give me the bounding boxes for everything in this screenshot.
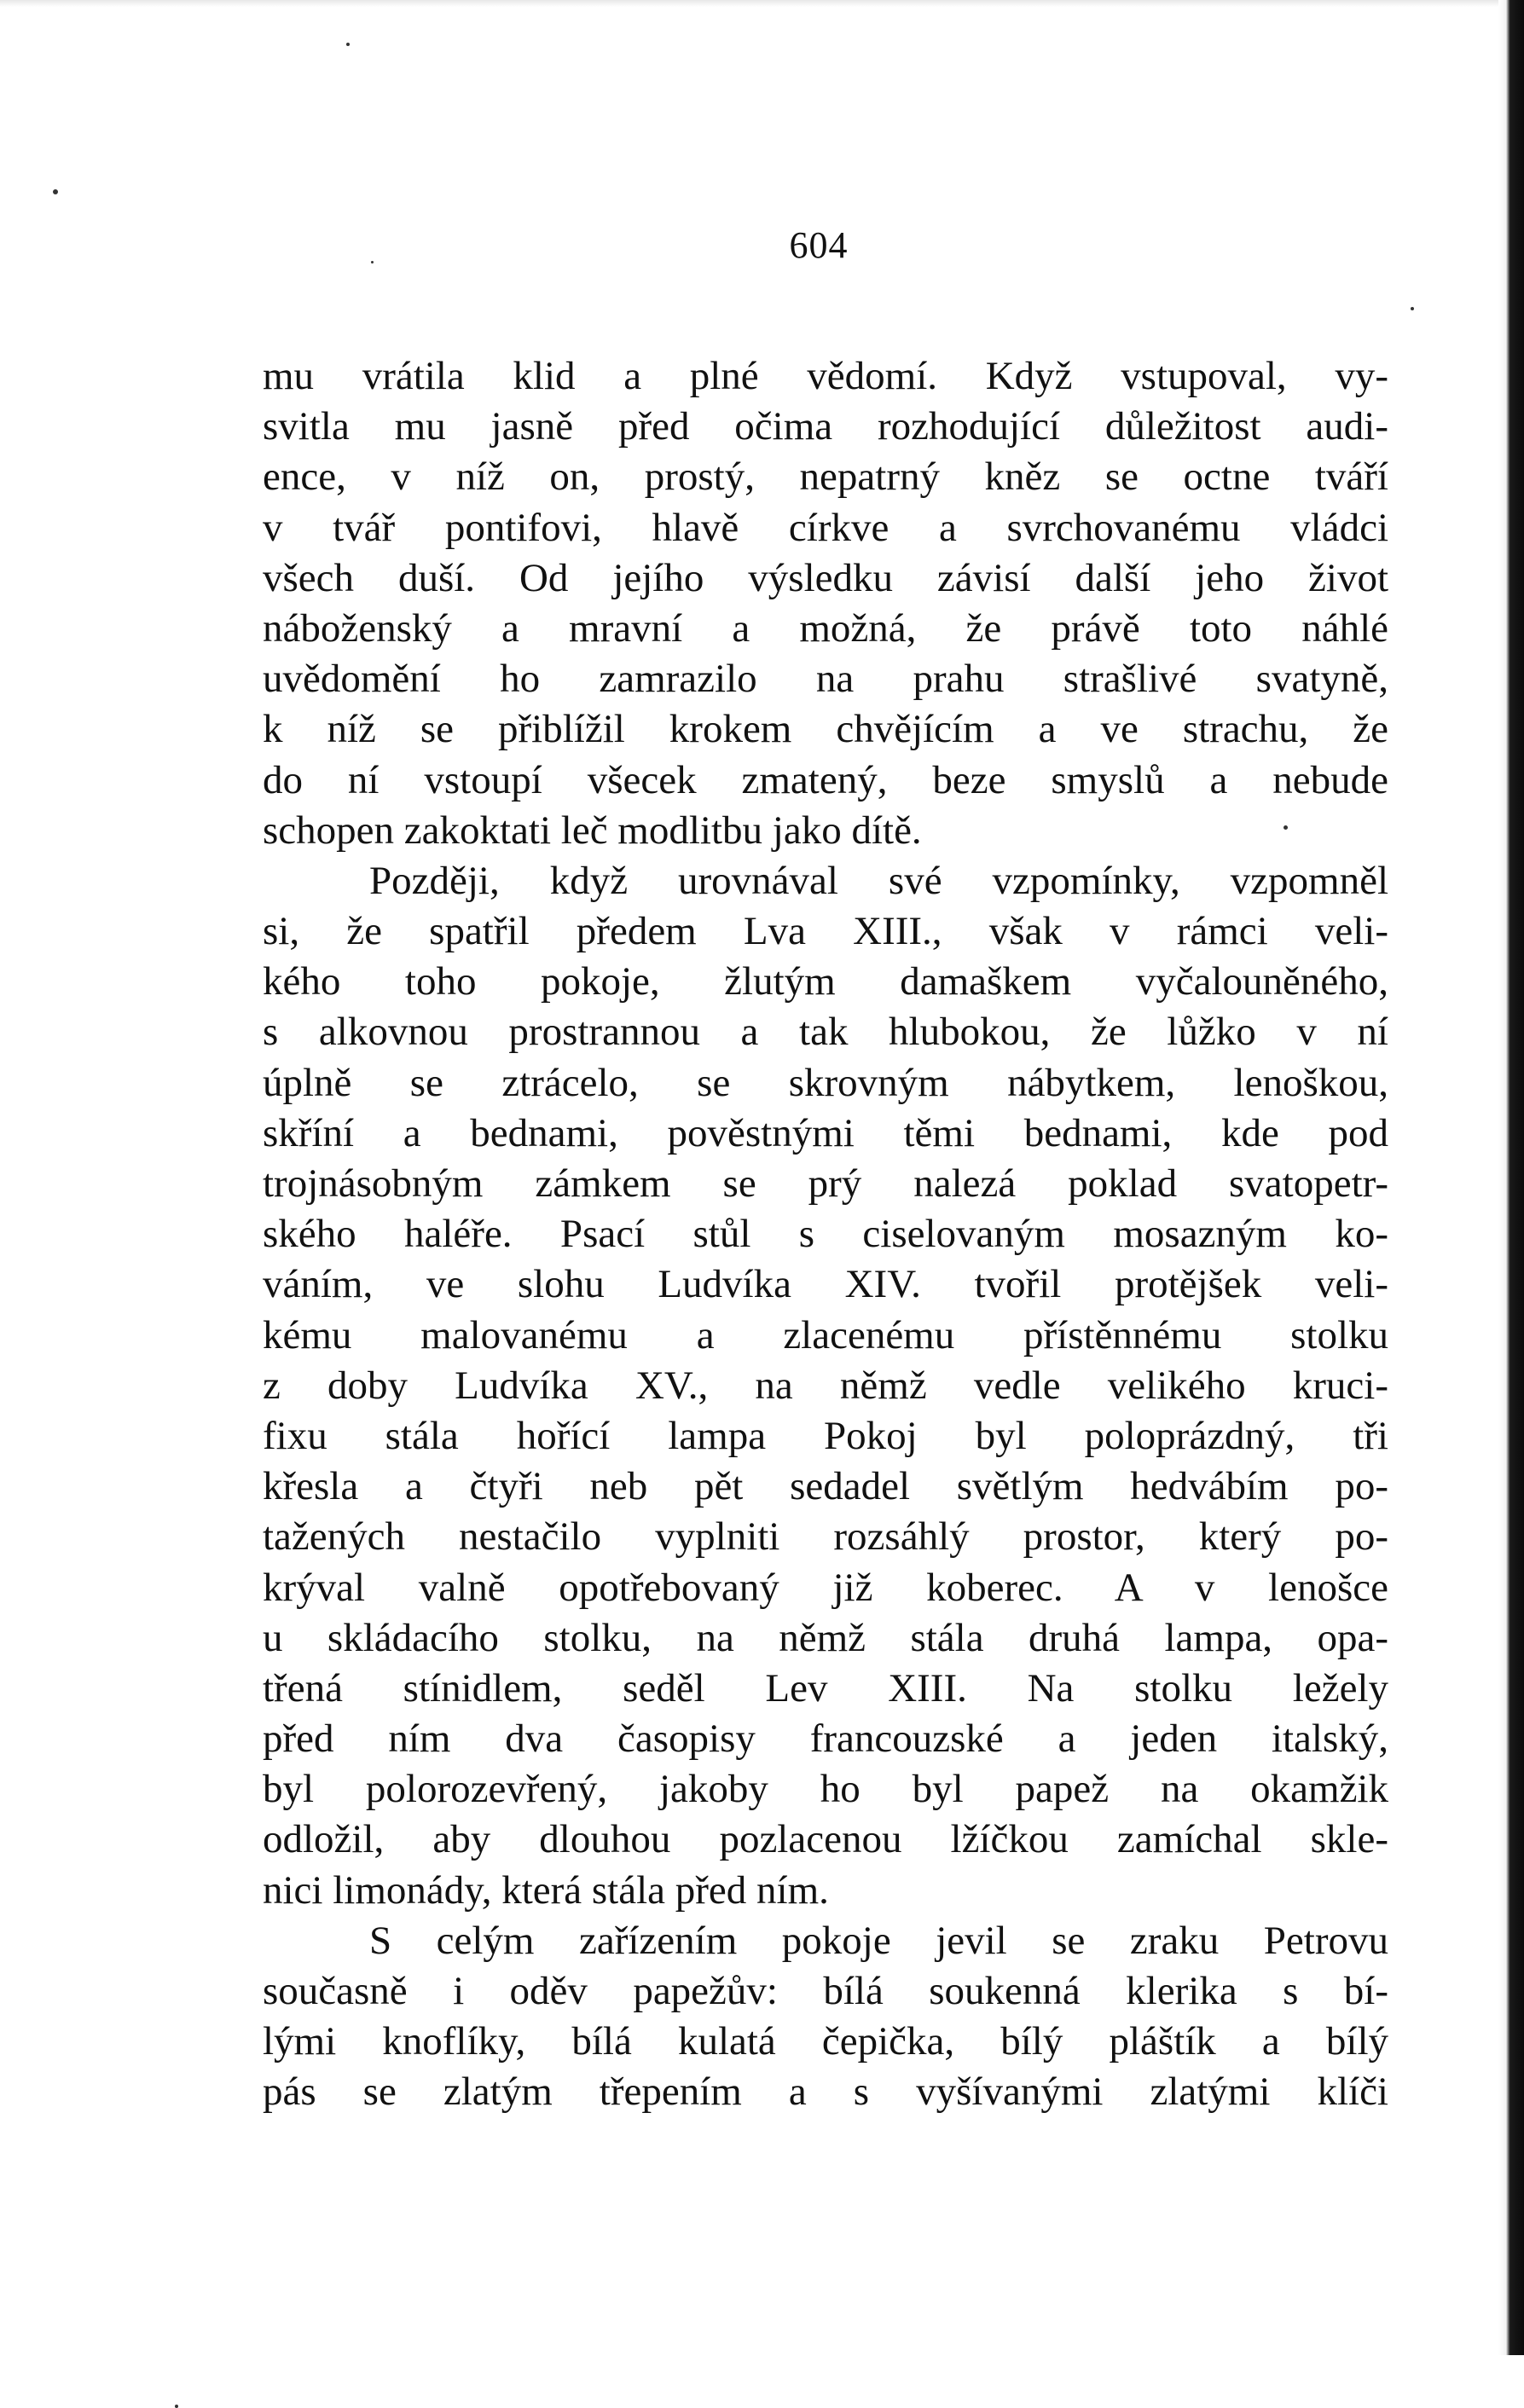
text-line: S celým zařízením pokoje jevil se zraku Petrovu — [369, 1918, 1388, 1963]
text-line: kého toho pokoje, žlutým damaškem vyčalouněného, — [263, 959, 1388, 1004]
text-line: současně i oděv papežův: bílá soukenná klerika s bí- — [263, 1969, 1388, 2013]
text-line: ence, v níž on, prostý, nepatrný kněz se octne tváří — [263, 454, 1388, 500]
text-line: lými knoflíky, bílá kulatá čepička, bílý pláštík a bílý — [263, 2019, 1388, 2064]
scan-right-edge — [1498, 0, 1524, 2355]
scan-speck — [371, 261, 374, 263]
text-line: všech duší. Od jejího výsledku závisí další jeho život — [263, 555, 1388, 600]
text-line: do ní vstoupí všecek zmatený, beze smyslů a nebude — [263, 757, 1388, 802]
text-line: mu vrátila klid a plné vědomí. Když vstupoval, vy- — [263, 354, 1388, 398]
text-line: byl polorozevřený, jakoby ho byl papež na okamžik — [263, 1767, 1388, 1812]
text-line: křesla a čtyři neb pět sedadel světlým hedvábím po- — [263, 1464, 1388, 1509]
text-line: tažených nestačilo vyplniti rozsáhlý prostor, který po- — [263, 1514, 1388, 1560]
scan-speck — [346, 43, 350, 46]
text-line: odložil, aby dlouhou pozlacenou lžíčkou zamíchal skle- — [263, 1817, 1388, 1862]
text-line: krýval valně opotřebovaný již koberec. A v lenošce — [263, 1565, 1388, 1610]
scan-speck — [1411, 307, 1414, 310]
body-text — [263, 351, 1388, 2118]
text-line: si, že spatřil předem Lva XIII., však v rámci veli- — [263, 909, 1388, 954]
text-line: ského haléře. Psací stůl s ciselovaným mosazným ko- — [263, 1212, 1388, 1257]
text-line: Později, když urovnával své vzpomínky, vzpomněl — [369, 858, 1388, 903]
text-line: schopen zakoktati leč modlitbu jako dítě. — [263, 807, 922, 853]
text-line: skříní a bednami, pověstnými těmi bednami, kde pod — [263, 1110, 1388, 1155]
text-line: náboženský a mravní a možná, že právě toto náhlé — [263, 605, 1388, 651]
text-line: z doby Ludvíka XV., na němž vedle velikého kruci- — [263, 1363, 1388, 1408]
text-line: u skládacího stolku, na němž stála druhá lampa, opa- — [263, 1615, 1388, 1660]
page-number: 604 — [789, 224, 849, 266]
text-line: váním, ve slohu Ludvíka XIV. tvořil protějšek veli- — [263, 1262, 1388, 1307]
text-line: nici limonády, která stála před ním. — [263, 1867, 829, 1913]
text-line: třená stínidlem, seděl Lev XIII. Na stolku ležely — [263, 1665, 1388, 1710]
text-line: trojnásobným zámkem se prý nalezá poklad svatopetr- — [263, 1161, 1388, 1206]
scan-top-edge — [0, 0, 1498, 7]
text-line: před ním dva časopisy francouzské a jeden italský, — [263, 1716, 1388, 1762]
text-line: úplně se ztrácelo, se skrovným nábytkem, lenoškou, — [263, 1060, 1388, 1105]
text-line: s alkovnou prostrannou a tak hlubokou, že lůžko v ní — [263, 1010, 1388, 1055]
text-line: k níž se přiblížil krokem chvějícím a ve strachu, že — [263, 707, 1388, 752]
text-line: uvědomění ho zamrazilo na prahu strašlivé svatyně, — [263, 657, 1388, 702]
text-line: v tvář pontifovi, hlavě církve a svrchovanému vládci — [263, 505, 1388, 550]
text-line: fixu stála hořící lampa Pokoj byl poloprázdný, tři — [263, 1413, 1388, 1458]
scan-speck — [53, 189, 58, 194]
text-line: svitla mu jasně před očima rozhodující důležitost audi- — [263, 404, 1388, 449]
text-line: kému malovanému a zlacenému přístěnnému stolku — [263, 1312, 1388, 1357]
scan-speck — [175, 2405, 178, 2408]
text-line: pás se zlatým třepením a s vyšívanými zlatými klíči — [263, 2069, 1388, 2115]
